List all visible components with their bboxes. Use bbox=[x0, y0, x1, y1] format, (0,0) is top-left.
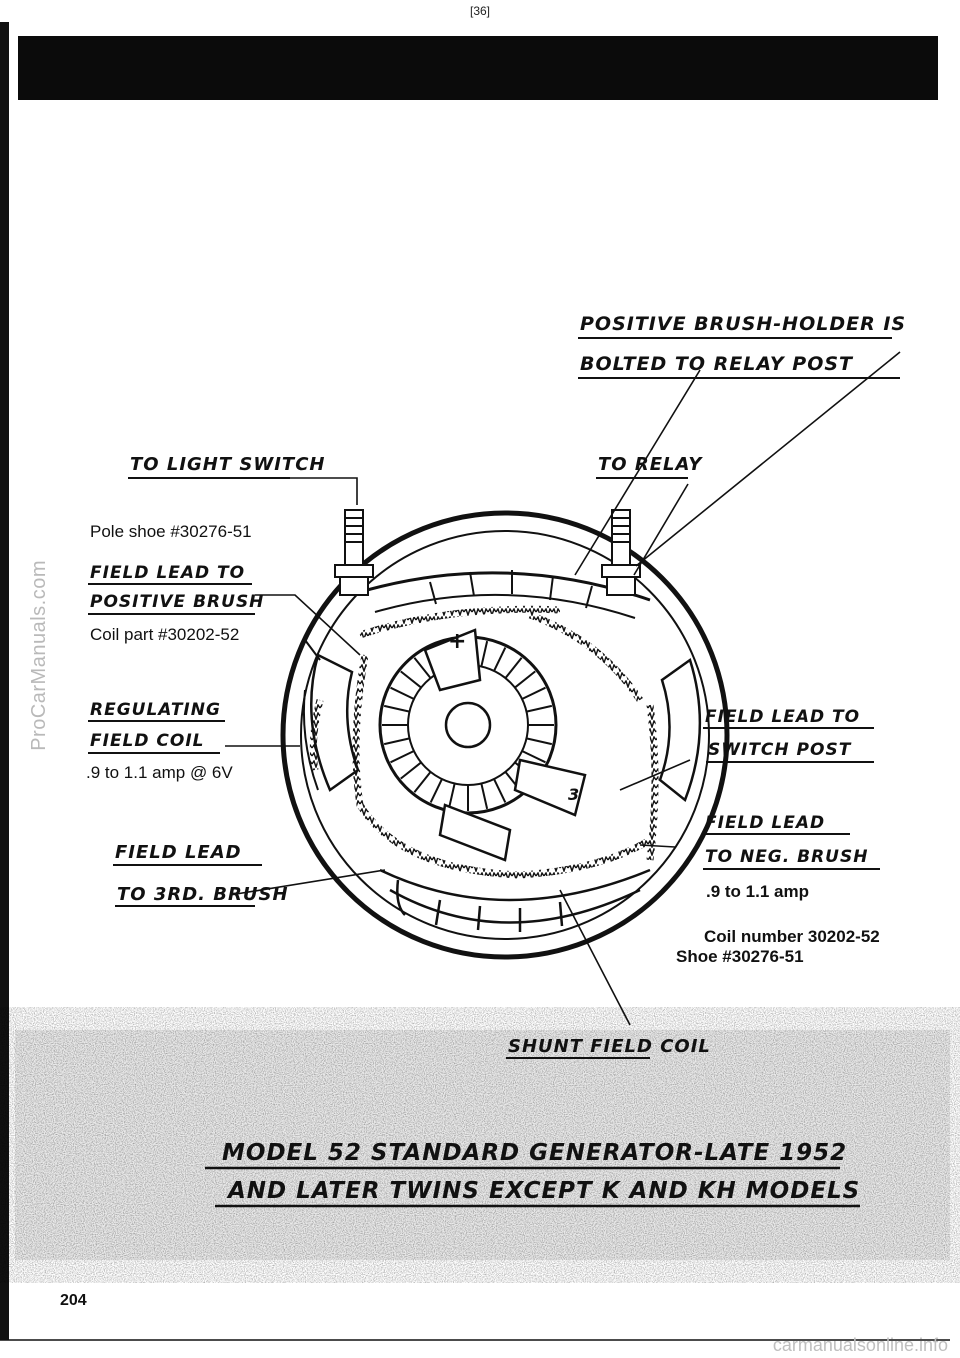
label-field-lead-switch-1: FIELD LEAD TO bbox=[705, 707, 861, 727]
label-positive-brush-2: BOLTED TO RELAY POST bbox=[580, 353, 853, 375]
commutator-segment bbox=[401, 671, 421, 687]
label-field-lead-switch-2: SWITCH POST bbox=[708, 740, 852, 760]
label-positive-brush-1: POSITIVE BRUSH-HOLDER IS bbox=[580, 313, 907, 335]
page-number-bottom: 204 bbox=[60, 1292, 87, 1309]
commutator-segment bbox=[391, 751, 414, 762]
commutator-segment bbox=[494, 648, 505, 671]
label-coil-part: Coil part #30202-52 bbox=[90, 625, 240, 644]
label-pole-shoe: Pole shoe #30276-51 bbox=[90, 522, 252, 541]
commutator-segment bbox=[515, 671, 535, 687]
label-regulating-1: REGULATING bbox=[90, 700, 221, 720]
commutator-segment bbox=[522, 688, 545, 699]
third-brush-mark: 3 bbox=[568, 785, 581, 804]
brush-holders bbox=[425, 630, 585, 860]
commutator-segment bbox=[494, 779, 505, 802]
commutator-segment bbox=[431, 779, 442, 802]
label-field-lead-neg-2: TO NEG. BRUSH bbox=[705, 847, 869, 867]
commutator-segment bbox=[449, 783, 455, 808]
label-regulating-2: FIELD COIL bbox=[90, 731, 205, 751]
caption-line1: MODEL 52 STANDARD GENERATOR-LATE 1952 bbox=[222, 1140, 848, 1166]
label-shunt-field-coil: SHUNT FIELD COIL bbox=[508, 1036, 711, 1057]
page-number-top: [36] bbox=[469, 4, 490, 18]
label-field-lead-positive-2: POSITIVE BRUSH bbox=[90, 592, 265, 612]
commutator-segment bbox=[414, 772, 430, 792]
label-neg-amp: .9 to 1.1 amp bbox=[706, 882, 809, 901]
commutator-segment bbox=[505, 658, 521, 678]
commutator-segment bbox=[526, 738, 551, 744]
label-regulating-amp: .9 to 1.1 amp @ 6V bbox=[86, 763, 233, 782]
pole-shoe-right bbox=[660, 660, 700, 800]
label-field-lead-third-2: TO 3RD. BRUSH bbox=[117, 884, 289, 905]
commutator-segment bbox=[481, 641, 487, 666]
label-field-lead-neg-1: FIELD LEAD bbox=[705, 813, 826, 833]
commutator-segment bbox=[391, 688, 414, 699]
caption-line2: AND LATER TWINS EXCEPT K AND KH MODELS bbox=[228, 1178, 861, 1204]
commutator-segment bbox=[401, 762, 421, 778]
label-coil-number: Coil number 30202-52 bbox=[704, 927, 880, 946]
label-field-lead-positive-1: FIELD LEAD TO bbox=[90, 563, 246, 583]
label-shoe-number: Shoe #30276-51 bbox=[676, 947, 804, 966]
commutator-segment bbox=[481, 783, 487, 808]
commutator-segment bbox=[384, 706, 409, 712]
footer-url: carmanualsonline.info bbox=[772, 1335, 948, 1355]
label-to-relay: TO RELAY bbox=[598, 454, 703, 475]
commutator-segment bbox=[526, 706, 551, 712]
watermark: ProCarManuals.com bbox=[28, 560, 50, 751]
label-to-light-switch: TO LIGHT SWITCH bbox=[130, 454, 326, 475]
positive-sign: + bbox=[448, 629, 468, 654]
label-field-lead-third-1: FIELD LEAD bbox=[115, 842, 242, 863]
shunt-field-coil bbox=[380, 870, 650, 932]
commutator-segment bbox=[384, 738, 409, 744]
terminal-post-left bbox=[335, 510, 373, 595]
